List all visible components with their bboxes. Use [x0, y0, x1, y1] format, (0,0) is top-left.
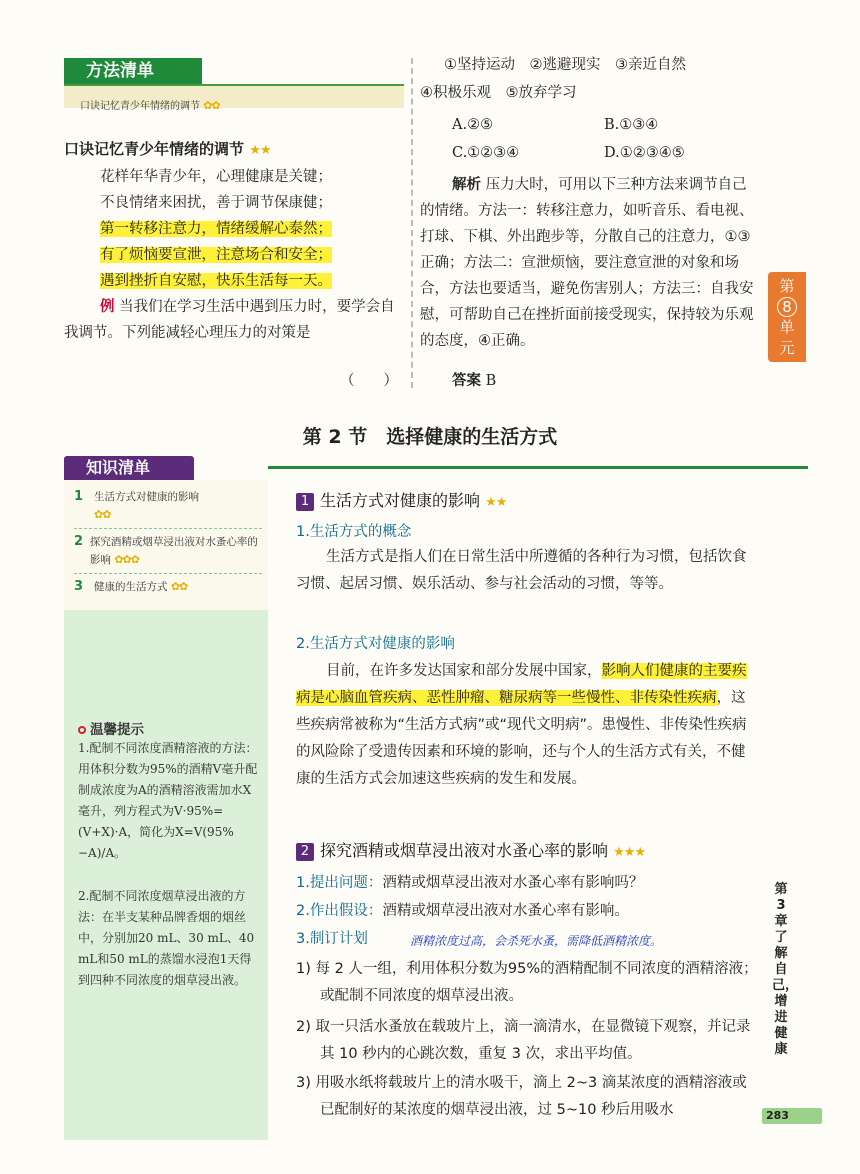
page-number: 283 [762, 1108, 822, 1124]
tips-heading [78, 718, 144, 738]
poem-line-2: 不良情绪来困扰，善于调节保康健； [100, 195, 332, 211]
answer-label: 答案 [452, 373, 481, 389]
choice-d: D.①②③④⑤ [604, 145, 685, 161]
method-subtitle-stars: ✿✿ [203, 99, 220, 112]
item-stars: ✿✿✿ [114, 553, 139, 566]
item-text: 探究酒精或烟草浸出液对水蚤心率的影响 [89, 536, 258, 566]
paragraph-1-2 [296, 658, 756, 793]
method-banner: 方法清单 [64, 58, 202, 84]
step-plan-label: 3.制订计划 [296, 931, 368, 947]
plan-step-3: 3) 用吸水纸将载玻片上的清水吸干，滴上 2~3 滴某浓度的酒精溶液或已配制好的某浓度的烟草浸出液，过 5~10 秒后用吸水 [296, 1075, 747, 1118]
choice-a: A.②⑤ [452, 117, 494, 133]
item-stars: ✿✿ [94, 508, 111, 521]
method-subtitle-text: 口诀记忆青少年情绪的调节 [80, 101, 200, 112]
subsection-2-number: 2 [296, 843, 314, 861]
paragraph-1-2-pre: 目前，在许多发达国家和部分发展中国家， [326, 663, 602, 679]
unit-tab-4: 元 [779, 339, 795, 357]
unit-tab-1: 第 [779, 277, 795, 295]
options-line-1: ①坚持运动 ②逃避现实 ③亲近自然 [444, 57, 686, 73]
answer-blank: （ ） [340, 373, 398, 389]
method-subtitle [80, 97, 220, 112]
item-number: 3 [74, 579, 84, 594]
paragraph-1-2-post: ，这些疾病常被称为“生活方式病”或“现代文明病”。患慢性、非传染性疾病的风险除了受遗传因素和环境的影响，还与个人的生活方式有关，不健康的生活方式会加速这些疾病的发生和发展。 [296, 690, 747, 787]
step-hypothesis-label: 2.作出假设： [296, 903, 383, 919]
list-item [74, 529, 262, 574]
subsection-1-title [296, 488, 506, 511]
options-line-2: ④积极乐观 ⑤放弃学习 [420, 85, 577, 101]
method-heading-stars: ★★ [249, 143, 271, 158]
item-number: 2 [74, 534, 84, 549]
mnemonic-poem [100, 164, 400, 294]
answer-value: B [485, 373, 497, 389]
poem-line-4: 有了烦恼要宣泄，注意场合和安全； [100, 247, 332, 263]
example-text: 当我们在学习生活中遇到压力时，要学会自我调节。下列能减轻心理压力的对策是 [64, 299, 395, 341]
unit-tab [768, 272, 806, 362]
subsection-2-title-text: 探究酒精或烟草浸出液对水蚤心率的影响 [320, 841, 609, 860]
chapter-side-label: 第3章 了解自己，增进健康 [772, 882, 801, 1057]
example-label: 例 [100, 299, 115, 315]
tips-bullet-icon [78, 726, 86, 734]
item-text: 生活方式对健康的影响 [94, 491, 199, 503]
column-divider [411, 58, 413, 388]
plan-step-1: 1) 每 2 人一组，利用体积分数为95%的酒精配制不同浓度的酒精溶液；或配制不同浓度的烟草浸出液。 [296, 961, 758, 1004]
subsection-1-title-text: 生活方式对健康的影响 [320, 491, 481, 510]
poem-line-3: 第一转移注意力，情绪缓解心泰然； [100, 221, 332, 237]
heading-1-2: 2.生活方式对健康的影响 [296, 636, 455, 652]
section-title: 第 2 节 选择健康的生活方式 [302, 426, 558, 448]
heading-1-1: 1.生活方式的概念 [296, 524, 412, 540]
paragraph-1-2-highlight: 影响人们健康的主要疾病是心脑血管疾病、恶性肿瘤、糖尿病等一些慢性、非传染性疾病 [296, 663, 747, 706]
poem-line-5: 遇到挫折自安慰，快乐生活每一天。 [100, 273, 332, 289]
step-question-text: 酒精或烟草浸出液对水蚤心率有影响吗？ [382, 875, 644, 891]
choice-c: C.①②③④ [452, 145, 520, 161]
subsection-2-title [296, 838, 645, 861]
step-plan [296, 926, 368, 953]
green-rule [268, 466, 808, 469]
analysis-label: 解析 [452, 177, 481, 193]
tips-title: 温馨提示 [90, 722, 144, 738]
answer [452, 368, 496, 394]
list-item [74, 574, 262, 600]
step-hypothesis-text: 酒精或烟草浸出液对水蚤心率有影响。 [382, 903, 629, 919]
step-hypothesis [296, 898, 629, 925]
poem-line-1: 花样年华青少年，心理健康是关键； [100, 169, 332, 185]
step-question [296, 870, 643, 897]
analysis [420, 172, 758, 354]
example-question [64, 294, 406, 346]
knowledge-list [64, 480, 268, 610]
paragraph-1-1: 生活方式是指人们在日常生活中所遵循的各种行为习惯，包括饮食习惯、起居习惯、娱乐活动、参与社会活动的习惯，等等。 [296, 549, 747, 592]
step-question-label: 1.提出问题： [296, 875, 383, 891]
list-item [74, 484, 262, 529]
item-text: 健康的生活方式 [94, 581, 168, 593]
method-heading-text: 口诀记忆青少年情绪的调节 [64, 140, 245, 158]
subsection-2-stars: ★★★ [613, 845, 646, 860]
unit-tab-2: 8 [777, 297, 797, 317]
plan-step-2: 2) 取一只活水蚤放在载玻片上，滴一滴清水，在显微镜下观察，并记录其 10 秒内的心跳次数，重复 3 次，求出平均值。 [296, 1019, 751, 1062]
tips-paragraph-2: 2.配制不同浓度烟草浸出液的方法：在半支某种品牌香烟的烟丝中，分别加20 mL、30 mL、40 mL和50 mL的蒸馏水浸泡1天得到四种不同浓度的烟草浸出液。 [78, 889, 255, 987]
subsection-1-number: 1 [296, 493, 314, 511]
choice-b: B.①③④ [604, 117, 659, 133]
tips-paragraph-1: 1.配制不同浓度酒精溶液的方法：用体积分数为95%的酒精V毫升配制成浓度为A的酒精溶液需加水X毫升，列方程式为V·95%=(V+X)·A，简化为X=V(95%−A)/A。 [78, 741, 258, 860]
unit-tab-3: 单 [779, 318, 795, 336]
method-heading [64, 138, 271, 159]
knowledge-banner: 知识清单 [64, 456, 194, 480]
subsection-1-stars: ★★ [485, 495, 507, 510]
handwritten-note: 酒精浓度过高，会杀死水蚤，需降低酒精浓度。 [410, 934, 663, 948]
analysis-text: 压力大时，可用以下三种方法来调节自己的情绪。方法一：转移注意力，如听音乐、看电视、打球、下棋、外出跑步等，分散自己的注意力，①③正确；方法二：宣泄烦恼，要注意宣泄的对象和场合，方法也要适当，避免伤害别人；方法三：自我安慰，可帮助自己在挫折面前接受现实，保持较为乐观的态度，④正确。 [420, 177, 754, 349]
item-stars: ✿✿ [170, 580, 188, 593]
item-number: 1 [74, 489, 84, 504]
